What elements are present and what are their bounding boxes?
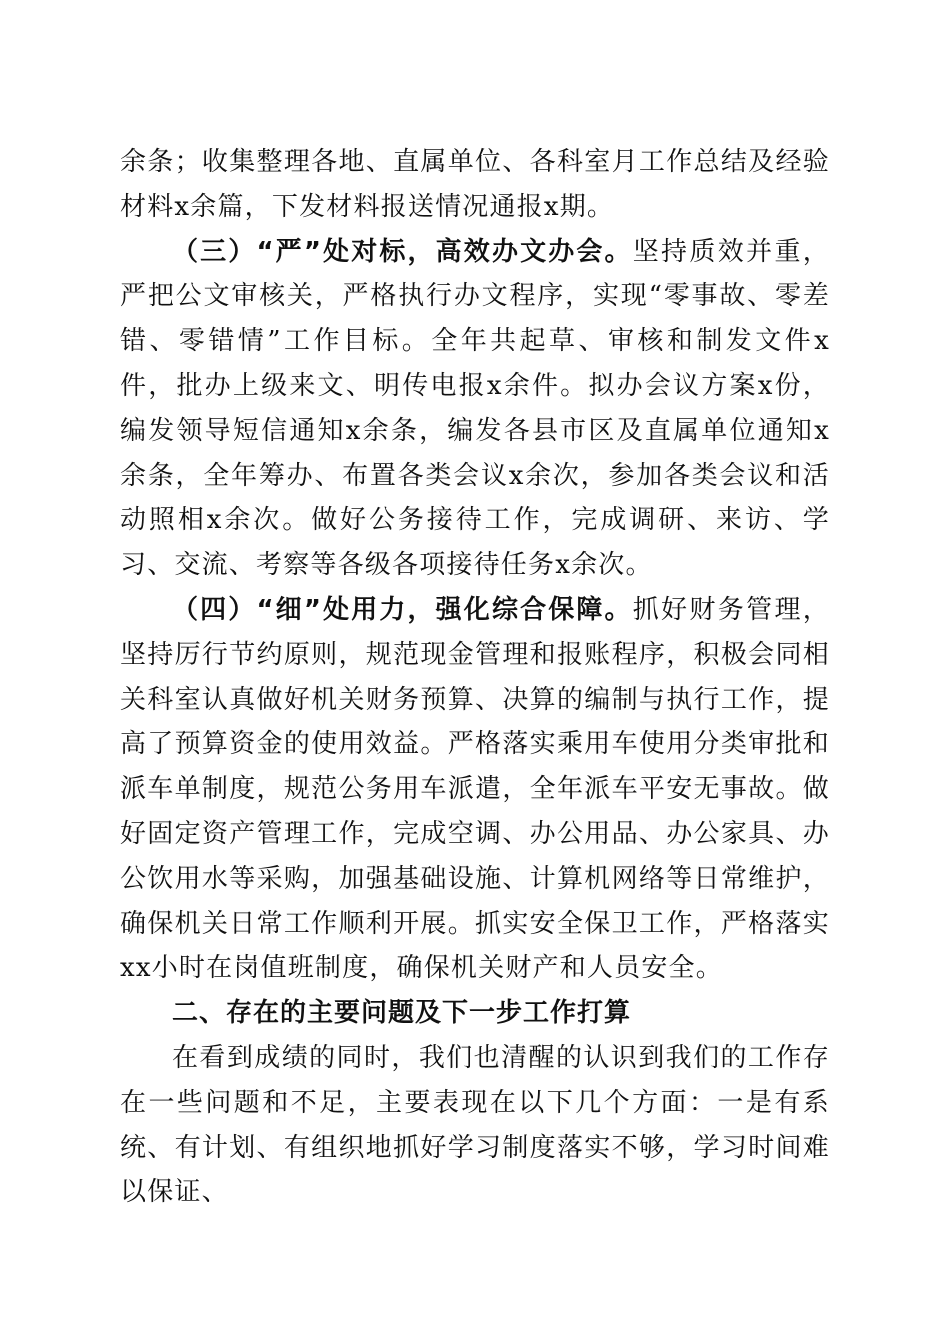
paragraph-closing bbox=[120, 1036, 830, 1215]
paragraph-section-three bbox=[120, 230, 830, 588]
paragraph-text: 坚持质效并重，严把公文审核关，严格执行办文程序，实现“零事故、零差错、零错情”工作目标。全年共起草、审核和制发文件x件，批办上级来文、明传电报x余件。拟办会议方案x份，编发领导短信通知x余条，编发各县市区及直属单位通知x余条，全年筹办、布置各类会议x余次，参加各类会议和活动照相x余次。做好公务接待工作，完成调研、来访、学习、交流、考察等各级各项接待任务x余次。 bbox=[120, 236, 830, 581]
paragraph-continuation bbox=[120, 140, 830, 230]
paragraph-text: 抓好财务管理，坚持厉行节约原则，规范现金管理和报账程序，积极会同相关科室认真做好机关财务预算、决算的编制与执行工作，提高了预算资金的使用效益。严格落实乘用车使用分类审批和派车单制度，规范公务用车派遣，全年派车平安无事故。做好固定资产管理工作，完成空调、办公用品、办公家具、办公饮用水等采购，加强基础设施、计算机网络等日常维护，确保机关日常工作顺利开展。抓实安全保卫工作，严格落实xx小时在岗值班制度，确保机关财产和人员安全。 bbox=[120, 594, 830, 984]
paragraph-section-four bbox=[120, 588, 830, 991]
paragraph-lead-heading: （四）“细”处用力，强化综合保障。 bbox=[172, 594, 633, 625]
section-heading: 二、存在的主要问题及下一步工作打算 bbox=[172, 998, 632, 1029]
document-body bbox=[120, 140, 830, 1215]
paragraph-text: 余条；收集整理各地、直属单位、各科室月工作总结及经验材料x余篇，下发材料报送情况通报x期。 bbox=[120, 147, 830, 222]
paragraph-text: 在看到成绩的同时，我们也清醒的认识到我们的工作存在一些问题和不足，主要表现在以下几个方面：一是有系统、有计划、有组织地抓好学习制度落实不够，学习时间难以保证、 bbox=[120, 1042, 830, 1208]
paragraph-lead-heading: （三）“严”处对标，高效办文办会。 bbox=[172, 236, 633, 267]
